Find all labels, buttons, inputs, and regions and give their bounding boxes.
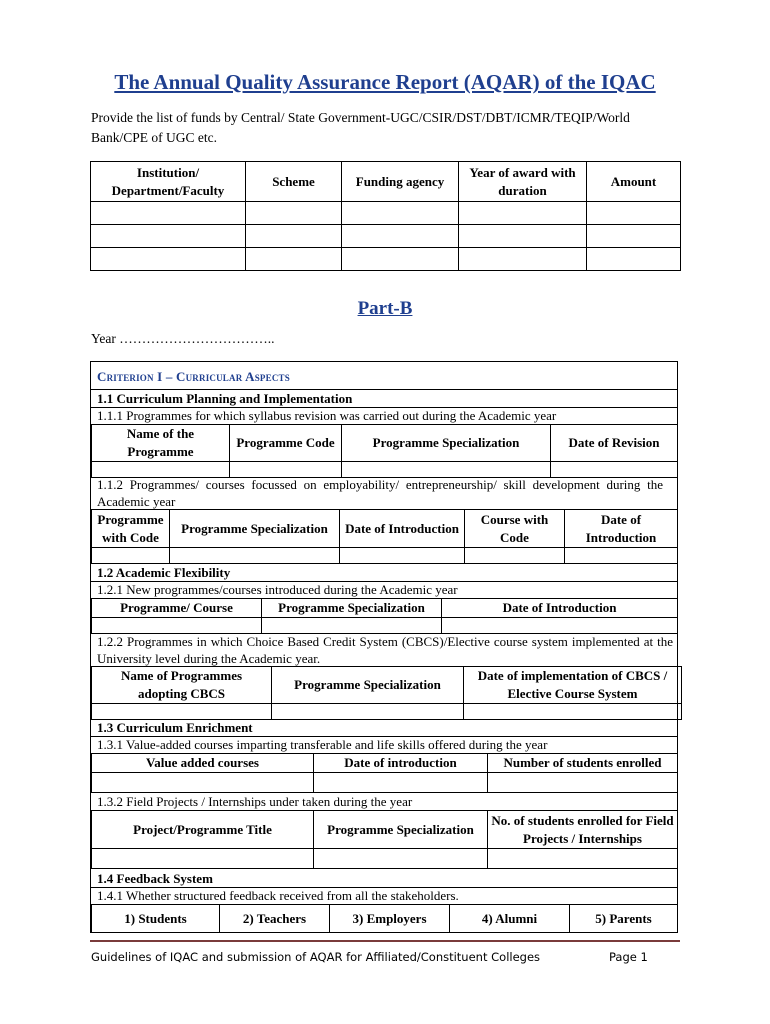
section-1-1: 1.1 Curriculum Planning and Implementation (97, 391, 353, 406)
funds-instruction: Provide the list of funds by Central/ State Government-UGC/CSIR/DST/DBT/ICMR/TEQIP/World Bank/CPE of UGC etc. (91, 110, 630, 145)
section-1-2-2: 1.2.2 Programmes in which Choice Based Credit System (CBCS)/Elective course system implemented at the University level during the Academic year. (97, 634, 673, 666)
section-1-2-1: 1.2.1 New programmes/courses introduced during the Academic year (97, 582, 458, 597)
table-cell[interactable] (342, 248, 459, 271)
header-course-date-of-introduction: Date of Introduction (565, 510, 678, 548)
table-cell[interactable] (459, 225, 587, 248)
table-cell[interactable] (92, 773, 314, 793)
header-date-of-introduction: Date of introduction (314, 754, 488, 773)
header-project-programme-title: Project/Programme Title (92, 811, 314, 849)
table-row (92, 704, 682, 720)
table-1-2-2 (91, 666, 682, 720)
header-scheme: Scheme (246, 162, 342, 202)
section-1-4-1: 1.4.1 Whether structured feedback received from all the stakeholders. (97, 888, 459, 903)
section-1-1-2: 1.1.2 Programmes/ courses focussed on employability/ entrepreneurship/ skill development during the Academic year (97, 477, 663, 509)
section-1-4: 1.4 Feedback System (97, 871, 213, 886)
table-cell[interactable] (587, 202, 681, 225)
section-1-2: 1.2 Academic Flexibility (97, 565, 231, 580)
table-cell[interactable] (464, 704, 682, 720)
table-cell[interactable] (92, 618, 262, 634)
report-title: The Annual Quality Assurance Report (AQAR) of the IQAC (114, 70, 656, 94)
year-line: Year …………………………….. (91, 331, 275, 346)
stakeholder-students: 1) Students (92, 905, 220, 933)
table-cell[interactable] (91, 225, 246, 248)
section-1-3-1: 1.3.1 Value-added courses imparting transferable and life skills offered during the year (97, 737, 548, 752)
table-cell[interactable] (272, 704, 464, 720)
table-row (92, 548, 678, 564)
table-row (92, 773, 678, 793)
header-amount: Amount (587, 162, 681, 202)
footer-page-number: Page 1 (609, 950, 648, 964)
header-date-of-introduction: Date of Introduction (442, 599, 678, 618)
section-1-3-2: 1.3.2 Field Projects / Internships under taken during the year (97, 794, 413, 809)
table-row (91, 225, 681, 248)
header-programme-course: Programme/ Course (92, 599, 262, 618)
table-cell[interactable] (465, 548, 565, 564)
table-cell[interactable] (459, 248, 587, 271)
header-course-with-code: Course with Code (465, 510, 565, 548)
header-programme-specialization: Programme Specialization (170, 510, 340, 548)
funds-table (90, 161, 681, 271)
table-1-1-2 (91, 509, 678, 564)
table-cell[interactable] (170, 548, 340, 564)
table-1-3-1 (91, 753, 678, 793)
table-cell[interactable] (442, 618, 678, 634)
header-date-of-introduction: Date of Introduction (340, 510, 465, 548)
header-institution: Institution/ Department/Faculty (91, 162, 246, 202)
table-cell[interactable] (488, 849, 678, 869)
header-programme-name: Name of the Programme (92, 425, 230, 462)
table-cell[interactable] (91, 248, 246, 271)
table-cell[interactable] (92, 704, 272, 720)
table-cell[interactable] (587, 248, 681, 271)
table-cell[interactable] (565, 548, 678, 564)
section-1-3: 1.3 Curriculum Enrichment (97, 720, 253, 735)
table-cell[interactable] (314, 773, 488, 793)
table-cell[interactable] (459, 202, 587, 225)
table-row (91, 248, 681, 271)
table-cell[interactable] (587, 225, 681, 248)
header-funding-agency: Funding agency (342, 162, 459, 202)
table-cell[interactable] (488, 773, 678, 793)
table-1-2-1 (91, 598, 678, 634)
table-cell[interactable] (92, 548, 170, 564)
table-cell[interactable] (246, 225, 342, 248)
header-programme-specialization: Programme Specialization (272, 667, 464, 704)
header-programmes-adopting-cbcs: Name of Programmes adopting CBCS (92, 667, 272, 704)
table-1-4-1 (91, 904, 678, 933)
table-cell[interactable] (342, 202, 459, 225)
stakeholder-alumni: 4) Alumni (450, 905, 570, 933)
stakeholder-employers: 3) Employers (330, 905, 450, 933)
table-cell[interactable] (342, 225, 459, 248)
header-year-of-award: Year of award with duration (459, 162, 587, 202)
table-row (92, 849, 678, 869)
criterion-title: Criterion I – Curricular Aspects (97, 369, 290, 384)
table-cell[interactable] (246, 248, 342, 271)
table-cell[interactable] (246, 202, 342, 225)
part-b-heading: Part-B (357, 298, 413, 319)
table-cell[interactable] (340, 548, 465, 564)
header-students-enrolled: Number of students enrolled (488, 754, 678, 773)
table-cell[interactable] (92, 849, 314, 869)
footer-divider (90, 940, 680, 942)
table-cell[interactable] (314, 849, 488, 869)
header-date-of-implementation: Date of implementation of CBCS / Elective Course System (464, 667, 682, 704)
criterion-box (90, 361, 678, 933)
stakeholder-parents: 5) Parents (570, 905, 678, 933)
table-row (92, 618, 678, 634)
footer-guidelines: Guidelines of IQAC and submission of AQAR for Affiliated/Constituent Colleges (91, 950, 541, 964)
header-date-of-revision: Date of Revision (551, 425, 678, 462)
header-value-added-courses: Value added courses (92, 754, 314, 773)
stakeholder-teachers: 2) Teachers (220, 905, 330, 933)
table-1-3-2 (91, 810, 678, 869)
header-programme-specialization: Programme Specialization (262, 599, 442, 618)
table-row (91, 202, 681, 225)
table-cell[interactable] (262, 618, 442, 634)
section-1-1-1: 1.1.1 Programmes for which syllabus revision was carried out during the Academic year (97, 408, 557, 423)
header-programme-specialization: Programme Specialization (314, 811, 488, 849)
header-students-enrolled-field-projects: No. of students enrolled for Field Projects / Internships (488, 811, 678, 849)
header-programme-code: Programme Code (230, 425, 342, 462)
table-cell[interactable] (91, 202, 246, 225)
header-programme-specialization: Programme Specialization (342, 425, 551, 462)
table-1-1-1 (91, 424, 678, 478)
header-programme-with-code: Programme with Code (92, 510, 170, 548)
